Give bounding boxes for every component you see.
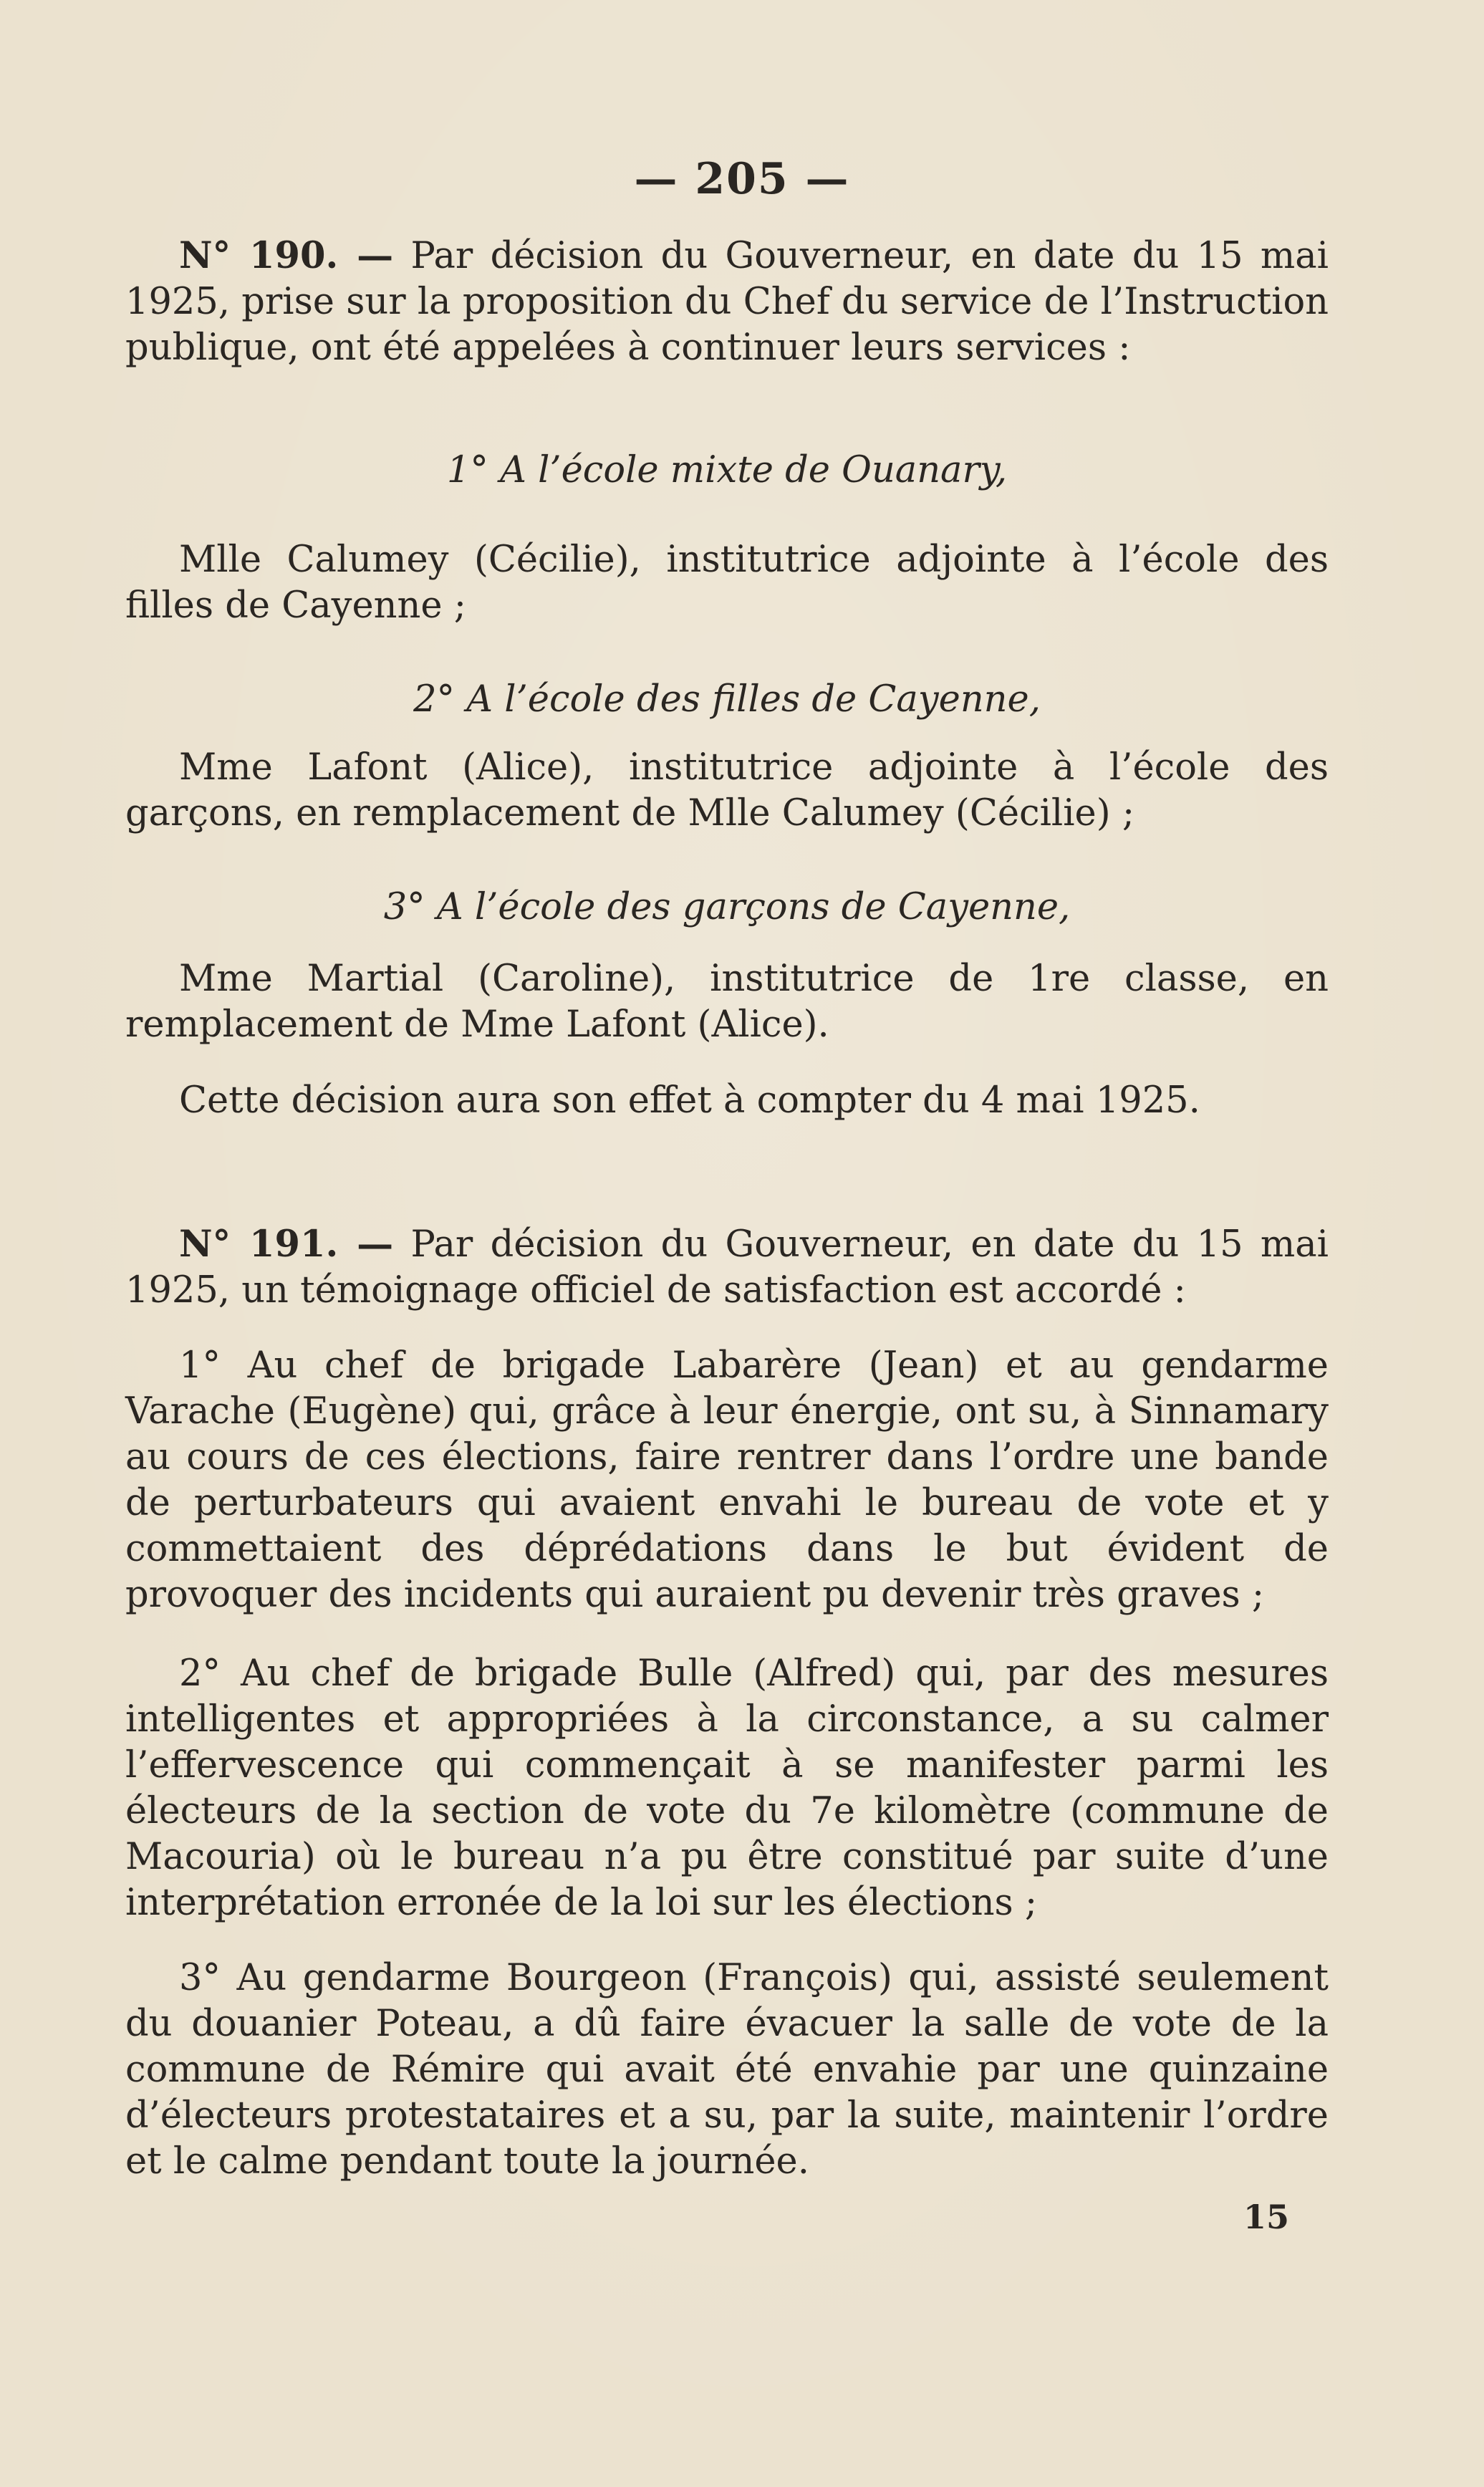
signature-number: 15 (1243, 2198, 1289, 2236)
decision-190-item1-body (125, 537, 1329, 629)
decision-191-item2 (125, 1651, 1329, 1926)
decision-191-intro-text: Par décision du Gouverneur, en date du 15 mai 1925, un témoignage officiel de satisfaction est accordé : (125, 1223, 1329, 1312)
closing-text: Cette décision aura son effet à compter du 4 mai 1925. (179, 1079, 1200, 1122)
item1-text-191: 1° Au chef de brigade Labarère (Jean) et au gendarme Varache (Eugène) qui, grâce à leur énergie, ont su, à Sinnamary au cours de ces élections, faire rentrer dans l’ordre une bande de perturbateurs qui avaient envahi le bureau de vote et y commettaient des déprédations dans le but évident de provoquer des incidents qui auraient pu devenir très graves ; (125, 1344, 1329, 1616)
item2-text-191: 2° Au chef de brigade Bulle (Alfred) qui, par des mesures intelligentes et appropriées à la circonstance, a su calmer l’effervescence qui commençait à se manifester parmi les électeurs de la section de vote du 7e kilomètre (commune de Macouria) où le bureau n’a pu être constitué par suite d’une interprétation erronée de la loi sur les élections ; (125, 1653, 1329, 1924)
item3-text-191: 3° Au gendarme Bourgeon (François) qui, assisté seulement du douanier Poteau, a dû faire évacuer la salle de vote de la commune de Rémire qui avait été envahie par une quinzaine d’électeurs protestataires et a su, par la suite, maintenir l’ordre et le calme pendant toute la journée. (125, 1957, 1329, 2183)
decision-191-item1 (125, 1343, 1329, 1618)
item1-text: Mlle Calumey (Cécilie), institutrice adjointe à l’école des filles de Cayenne ; (125, 539, 1329, 627)
item2-text: Mme Lafont (Alice), institutrice adjointe à l’école des garçons, en remplacement de Mlle Calumey (Cécilie) ; (125, 746, 1329, 834)
decision-190-number: N° 190. — (179, 234, 394, 277)
decision-190-item1 (125, 448, 1329, 494)
decision-191 (125, 1221, 1329, 1314)
decision-190-item3-body (125, 956, 1329, 1048)
item3-heading: 3° A l’école des garçons de Cayenne, (383, 886, 1071, 928)
decision-190-intro-text: Par décision du Gouverneur, en date du 15 mai 1925, prise sur la proposition du Chef du service de l’Instruction publique, ont été appelées à continuer leurs services : (125, 235, 1329, 369)
decision-191-number: N° 191. — (179, 1223, 394, 1266)
decision-190-item2 (125, 677, 1329, 723)
decision-191-intro (125, 1221, 1329, 1314)
item1-heading: 1° A l’école mixte de Ouanary, (446, 449, 1008, 491)
page-number: — 205 — (634, 154, 850, 204)
decision-190 (125, 233, 1329, 371)
decision-191-item3 (125, 1956, 1329, 2185)
item2-heading: 2° A l’école des filles de Cayenne, (413, 678, 1041, 721)
decision-190-item2-body (125, 745, 1329, 837)
decision-190-intro (125, 233, 1329, 371)
decision-190-item3 (125, 885, 1329, 930)
decision-190-closing (125, 1078, 1329, 1124)
item3-text: Mme Martial (Caroline), institutrice de 1re classe, en remplacement de Mme Lafont (Alice). (125, 958, 1329, 1046)
